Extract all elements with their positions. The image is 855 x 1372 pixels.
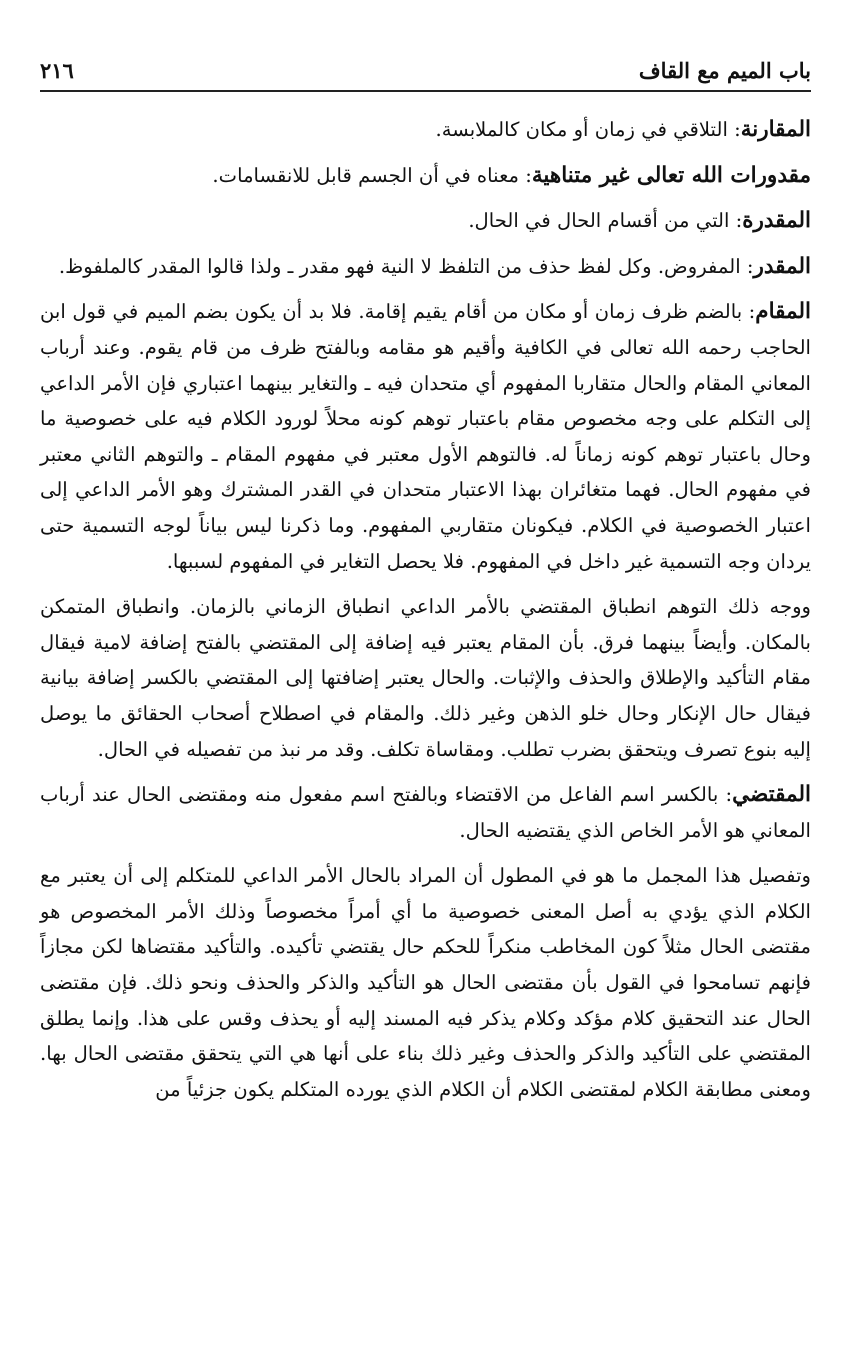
entry-muqaddira bbox=[40, 203, 811, 239]
paragraph-maqam-continued bbox=[40, 589, 811, 767]
entry-muqarana bbox=[40, 112, 811, 148]
entry-body: : المفروض. وكل لفظ حذف من التلفظ لا النية فهو مقدر ـ ولذا قالوا المقدر كالملفوظ. bbox=[58, 254, 754, 278]
entry-term: المقدرة bbox=[742, 208, 811, 234]
entry-muqaddar bbox=[40, 249, 811, 285]
paragraph-body: ووجه ذلك التوهم انطباق المقتضي بالأمر الداعي انطباق الزماني بالزمان. وانطباق المتمكن بالمكان. وأيضاً بينهما فرق. بأن المقام يعتبر فيه إضافة إلى المقتضي بالفتح إضافة لامية فيقال مقام التأكيد والإطلاق والحذف والإثبات. والحال يعتبر إضافتها إلى المقتضي بالكسر إضافة بيانية فيقال حال الإنكار وحال خلو الذهن وغير ذلك. والمقام في اصطلاح أصحاب الحقائق ما يوصل إليه بنوع تصرف ويتحقق بضرب تطلب. ومقاساة تكلف. وقد مر نبذ من تفصيله في الحال. bbox=[40, 595, 811, 761]
entry-maqdurat bbox=[40, 158, 811, 194]
entry-term: المقام bbox=[755, 299, 811, 325]
paragraph-body: وتفصيل هذا المجمل ما هو في المطول أن المراد بالحال الأمر الداعي للمتكلم إلى أن يعتبر مع الكلام الذي يؤدي به أصل المعنى خصوصية ما أي أمراً مخصوصاً وذلك الأمر المخصوص هو مقتضى الحال مثلاً كون المخاطب منكراً للحكم حال يقتضي تأكيده. والتأكيد مقتضاها لكن مجازاً فإنهم تسامحوا في القول بأن مقتضى الحال هو التأكيد والذكر والحذف ونحو ذلك. فإن مقتضى الحال عند التحقيق كلام مؤكد وكلام يذكر فيه المسند إليه أو يحذف وقس على هذا. وإنما يطلق المقتضي على التأكيد والذكر والحذف وغير ذلك بناء على أنها هي التي يتحقق مقتضى الحال بها. ومعنى مطابقة الكلام لمقتضى الكلام أن الكلام الذي يورده المتكلم يكون جزئياً من bbox=[40, 864, 811, 1101]
entry-term: المقدر bbox=[753, 253, 811, 279]
page-content bbox=[40, 112, 811, 1117]
paragraph-muqtadi-details bbox=[40, 858, 811, 1107]
header-title: باب الميم مع القاف bbox=[638, 58, 811, 83]
entry-body: : معناه في أن الجسم قابل للانقسامات. bbox=[212, 163, 532, 187]
entry-term: المقتضي bbox=[732, 782, 811, 808]
entry-term: المقارنة bbox=[740, 117, 811, 142]
entry-body: : التلاقي في زمان أو مكان كالملابسة. bbox=[435, 118, 741, 141]
entry-maqam bbox=[40, 294, 811, 579]
page-number: ٢١٦ bbox=[40, 58, 74, 83]
running-header bbox=[40, 58, 811, 92]
entry-body: : بالكسر اسم الفاعل من الاقتضاء وبالفتح اسم مفعول منه ومقتضى الحال عند أرباب المعاني هو الأمر الخاص الذي يقتضيه الحال. bbox=[40, 783, 811, 842]
entry-body: : التي من أقسام الحال في الحال. bbox=[468, 209, 743, 233]
entry-muqtadi bbox=[40, 777, 811, 848]
entry-term: مقدورات الله تعالى غير متناهية bbox=[531, 162, 811, 188]
entry-body: : بالضم ظرف زمان أو مكان من أقام يقيم إقامة. فلا بد أن يكون بضم الميم في قول ابن الحاجب رحمه الله تعالى في الكافية وأقيم هو مقامه وبالفتح ظرف من قام يقوم. وعند أرباب المعاني المقام والحال متقاربا المفهوم أي متحدان فيه ـ والتغاير بينهما اعتباري فإن الأمر الداعي إلى التكلم على وجه مخصوص مقام باعتبار توهم كونه محلاً لورود الكلام فيه على خصوصية ما وحال باعتبار توهم كونه زماناً له. فالتوهم الأول معتبر في مفهوم المقام ـ والتوهم الثاني معتبر في مفهوم الحال. فهما متغائران بهذا الاعتبار متحدان في القدر المشترك وهو الأمر الداعي إلى اعتبار الخصوصية في الكلام. فيكونان متقاربي المفهوم. وما ذكرنا ليس بياناً لوجه التسمية حتى يردان وجه التسمية غير داخل في المفهوم. فلا يحصل التغاير في المفهوم لسببها. bbox=[40, 300, 811, 573]
